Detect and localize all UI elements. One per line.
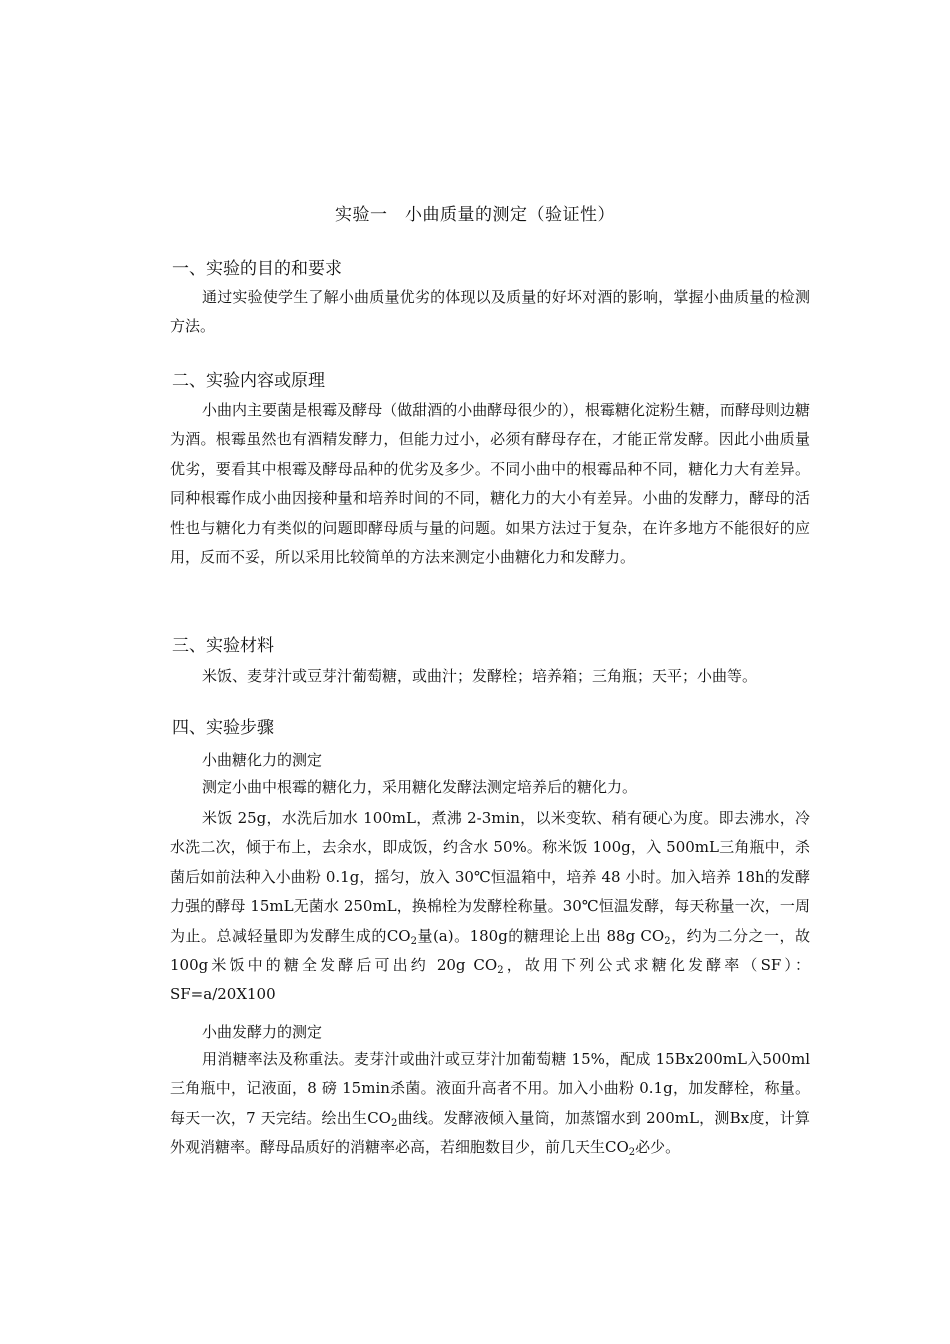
- fermentation-text-c: 必少。: [635, 1138, 681, 1157]
- section-1-heading: 一、实验的目的和要求: [172, 259, 342, 279]
- section-2-paragraph: 小曲内主要菌是根霉及酵母（做甜酒的小曲酵母很少的），根霉糖化淀粉生糖，而酵母则边糖为酒。根霉虽然也有酒精发酵力，但能力过小，必须有酵母存在，才能正常发酵。因此小曲质量优劣，要看其中根霉及酵母品种的优劣及多少。不同小曲中的根霉品种不同，糖化力大有差异。同种根霉作成小曲因接种量和培养时间的不同，糖化力的大小有差异。小曲的发酵力，酵母的活性也与糖化力有类似的问题即酵母质与量的问题。如果方法过于复杂，在许多地方不能很好的应用，反而不妥，所以采用比较简单的方法来测定小曲糖化力和发酵力。: [170, 401, 810, 567]
- section-3-paragraph: 米饭、麦芽汁或豆芽汁葡萄糖，或曲汁；发酵栓；培养箱；三角瓶；天平；小曲等。: [202, 667, 758, 685]
- fermentation-text-b: 曲线。发酵液倾入量筒，加蒸馏水到 200mL，测Bx度，计算外观消糖率。酵母品质好的消糖率必高，若细胞数目少，前几天生CO: [170, 1108, 810, 1157]
- saccharification-subheading: 小曲糖化力的测定: [202, 751, 323, 769]
- subscript: 2: [628, 1147, 636, 1159]
- saccharification-intro: 测定小曲中根霉的糖化力，采用糖化发酵法测定培养后的糖化力。: [202, 778, 638, 796]
- subscript: 2: [390, 1117, 398, 1129]
- procedure-text-a: 米饭 25g，水洗后加水 100mL，煮沸 2-3min，以米变软、稍有硬心为度。即去沸水，冷水洗二次，倾于布上，去余水，即成饭，约含水 50%。称米饭 100g，入 500mL三角瓶中，杀菌后如前法种入小曲粉 0.1g，摇匀，放入 30℃恒温箱中，培养 48 小时。加入培养 18h的发酵力强的酵母 15mL无菌水 250mL，换棉栓为发酵栓称量。30℃恒温发酵，每天称量一次，一周为止。总减轻量即为发酵生成的CO: [170, 809, 810, 945]
- section-1-paragraph: 通过实验使学生了解小曲质量优劣的体现以及质量的好坏对酒的影响，掌握小曲质量的检测方法。: [170, 288, 810, 336]
- section-3-heading: 三、实验材料: [172, 636, 274, 656]
- subscript: 2: [497, 965, 504, 977]
- fermentation-procedure: [170, 1045, 810, 1163]
- section-2-heading: 二、实验内容或原理: [172, 371, 325, 391]
- saccharification-procedure: [170, 804, 810, 1010]
- section-4-heading: 四、实验步骤: [172, 718, 274, 738]
- page-title: 实验一 小曲质量的测定（验证性）: [335, 205, 615, 225]
- subscript: 2: [410, 935, 417, 947]
- procedure-text-b: 量(a)。180g的糖理论上出 88g CO: [416, 926, 665, 945]
- fermentation-text-a: 用消糖率法及称重法。麦芽汁或曲汁或豆芽汁加葡萄糖 15%，配成 15Bx200mL入500ml三角瓶中，记液面，8 磅 15min杀菌。液面升高者不用。加入小曲粉 0.1g，加发酵栓，称量。每天一次，7 天完结。绘出生CO: [170, 1050, 810, 1127]
- procedure-text-c: ，约为二分之一，故 100g米饭中的糖全发酵后可出约 20g CO: [170, 926, 810, 975]
- subscript: 2: [664, 935, 671, 947]
- fermentation-subheading: 小曲发酵力的测定: [202, 1023, 323, 1041]
- procedure-text-d: ，故用下列公式求糖化发酵率（SF）：SF=a/20X100: [170, 956, 811, 1004]
